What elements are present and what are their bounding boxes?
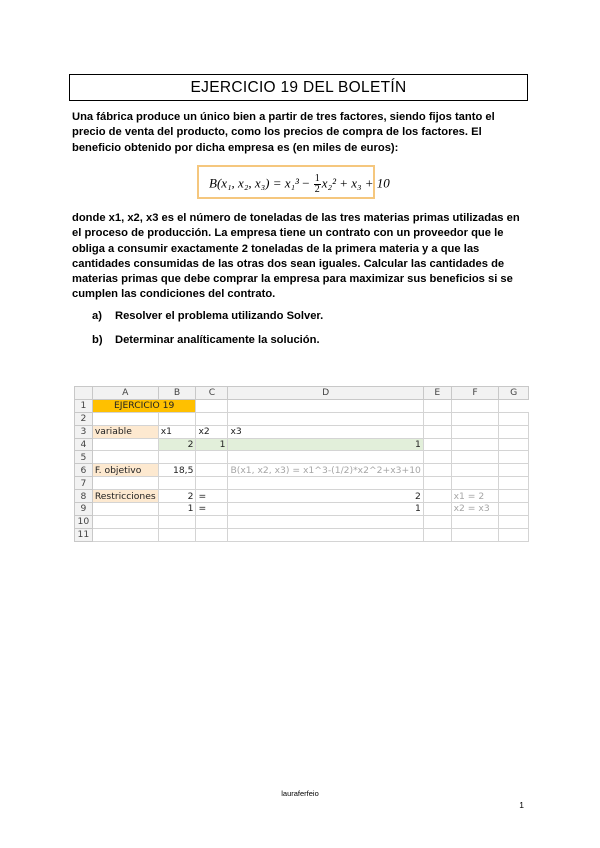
formula-term-2: x₂² + x₃ + 10 — [321, 175, 390, 191]
row-header: 10 — [75, 515, 93, 528]
cell — [196, 464, 228, 477]
row-header: 7 — [75, 477, 93, 490]
row-header: 3 — [75, 425, 93, 438]
cell-d8: 2 — [228, 490, 423, 503]
cell-d9: 1 — [228, 503, 423, 516]
cell-f8-constraint-note: x1 = 2 — [451, 490, 499, 503]
cell — [423, 451, 451, 464]
profit-formula — [197, 165, 390, 199]
row-header: 5 — [75, 451, 93, 464]
task-item-b — [92, 334, 320, 346]
sheet-row — [75, 477, 529, 490]
cell-c4: 1 — [196, 438, 228, 451]
cell — [228, 515, 423, 528]
sheet-row — [75, 425, 529, 438]
cell — [499, 464, 529, 477]
cell-d3: x3 — [228, 425, 423, 438]
sheet-row — [75, 490, 529, 503]
cell-a1-title: EJERCICIO 19 — [92, 399, 196, 412]
cell-f9-constraint-note: x2 = x3 — [451, 503, 499, 516]
cell-a6: F. objetivo — [92, 464, 158, 477]
formula-term-1: x₁³ — [284, 175, 299, 191]
cell — [158, 451, 196, 464]
cell — [423, 490, 451, 503]
cell-c9: = — [196, 503, 228, 516]
row-header: 8 — [75, 490, 93, 503]
task-text: Determinar analíticamente la solución. — [115, 334, 320, 346]
cell — [499, 425, 529, 438]
cell — [499, 515, 529, 528]
cell — [499, 503, 529, 516]
cell — [92, 528, 158, 541]
cell-b6: 18,5 — [158, 464, 196, 477]
cell — [451, 515, 499, 528]
sheet-row — [75, 464, 529, 477]
spreadsheet-grid — [74, 386, 529, 542]
cell — [92, 503, 158, 516]
column-header-c: C — [196, 387, 228, 400]
formula-lhs: B(x₁, x₂, x₃) = — [209, 175, 285, 191]
cell — [451, 464, 499, 477]
fraction-numerator: 1 — [314, 173, 320, 184]
row-header: 6 — [75, 464, 93, 477]
cell — [92, 515, 158, 528]
cell — [499, 490, 529, 503]
cell — [92, 438, 158, 451]
row-header: 1 — [75, 399, 93, 412]
cell — [423, 425, 451, 438]
problem-paragraph: donde x1, x2, x3 es el número de toneladas de las tres materias primas utilizadas en el proceso de producción. La empresa tiene un contrato con un proveedor que le obliga a consumir exactamente 2 toneladas de la primera materia y a que las cantidades consumidas de las otras dos sean iguales. Calcular las cantidades de materias primas que debe comprar la empresa para maximizar sus beneficios si se cumplen las condiciones del contrato. — [72, 212, 520, 301]
cell — [92, 451, 158, 464]
intro-paragraph: Una fábrica produce un único bien a partir de tres factores, siendo fijos tanto el precio de venta del producto, como los precios de compra de los factores. El beneficio obtenido por dicha empresa es (en miles de euros): — [72, 111, 495, 154]
cell-d6-formula-note: B(x1, x2, x3) = x1^3-(1/2)*x2^2+x3+10 — [228, 464, 423, 477]
cell — [158, 515, 196, 528]
cell — [499, 412, 529, 425]
select-all-corner — [75, 387, 93, 400]
cell — [451, 438, 499, 451]
cell — [228, 477, 423, 490]
task-label: a) — [92, 310, 102, 322]
formula-fraction — [314, 174, 321, 195]
cell — [196, 399, 228, 412]
column-header-b: B — [158, 387, 196, 400]
cell — [499, 451, 529, 464]
cell — [158, 412, 196, 425]
cell — [499, 528, 529, 541]
cell — [423, 528, 451, 541]
column-header-d: D — [228, 387, 423, 400]
task-text: Resolver el problema utilizando Solver. — [115, 310, 324, 322]
column-header-e: E — [423, 387, 451, 400]
exercise-title: EJERCICIO 19 DEL BOLETÍN — [69, 74, 528, 101]
column-header-g: G — [499, 387, 529, 400]
formula-minus: − — [298, 175, 313, 191]
cell — [228, 528, 423, 541]
cell — [228, 451, 423, 464]
cell — [196, 451, 228, 464]
cell — [499, 477, 529, 490]
cell — [451, 412, 499, 425]
sheet-row — [75, 412, 529, 425]
cell — [196, 528, 228, 541]
cell-d4: 1 — [228, 438, 423, 451]
cell — [228, 412, 423, 425]
sheet-row — [75, 399, 529, 412]
column-header-a: A — [92, 387, 158, 400]
sheet-row — [75, 451, 529, 464]
row-header: 11 — [75, 528, 93, 541]
spreadsheet-screenshot — [74, 386, 529, 564]
cell — [228, 399, 423, 412]
cell — [423, 438, 451, 451]
sheet-row — [75, 515, 529, 528]
cell — [451, 451, 499, 464]
row-header: 2 — [75, 412, 93, 425]
cell-a3: variable — [92, 425, 158, 438]
cell — [423, 477, 451, 490]
cell — [158, 528, 196, 541]
cell-b8: 2 — [158, 490, 196, 503]
fraction-denominator: 2 — [314, 184, 320, 195]
cell-a8: Restricciones — [92, 490, 158, 503]
cell — [196, 412, 228, 425]
cell — [423, 464, 451, 477]
cell — [196, 477, 228, 490]
cell — [451, 477, 499, 490]
cell-b4: 2 — [158, 438, 196, 451]
task-item-a — [92, 310, 323, 322]
sheet-row — [75, 503, 529, 516]
cell — [423, 412, 451, 425]
cell — [196, 515, 228, 528]
cell — [423, 515, 451, 528]
cell — [158, 477, 196, 490]
page-number: 1 — [519, 800, 524, 810]
cell — [499, 438, 529, 451]
cell — [451, 528, 499, 541]
formula-expression — [209, 174, 390, 195]
column-header-row — [75, 387, 529, 400]
cell — [451, 425, 499, 438]
cell — [451, 399, 499, 412]
sheet-row — [75, 438, 529, 451]
cell-b9: 1 — [158, 503, 196, 516]
cell — [423, 399, 451, 412]
page-footer: lauraferfeio — [281, 789, 319, 798]
column-header-f: F — [451, 387, 499, 400]
cell-c3: x2 — [196, 425, 228, 438]
cell — [92, 477, 158, 490]
cell — [423, 503, 451, 516]
cell-b3: x1 — [158, 425, 196, 438]
row-header: 4 — [75, 438, 93, 451]
task-label: b) — [92, 334, 103, 346]
cell-c8: = — [196, 490, 228, 503]
sheet-row — [75, 528, 529, 541]
cell — [92, 412, 158, 425]
row-header: 9 — [75, 503, 93, 516]
